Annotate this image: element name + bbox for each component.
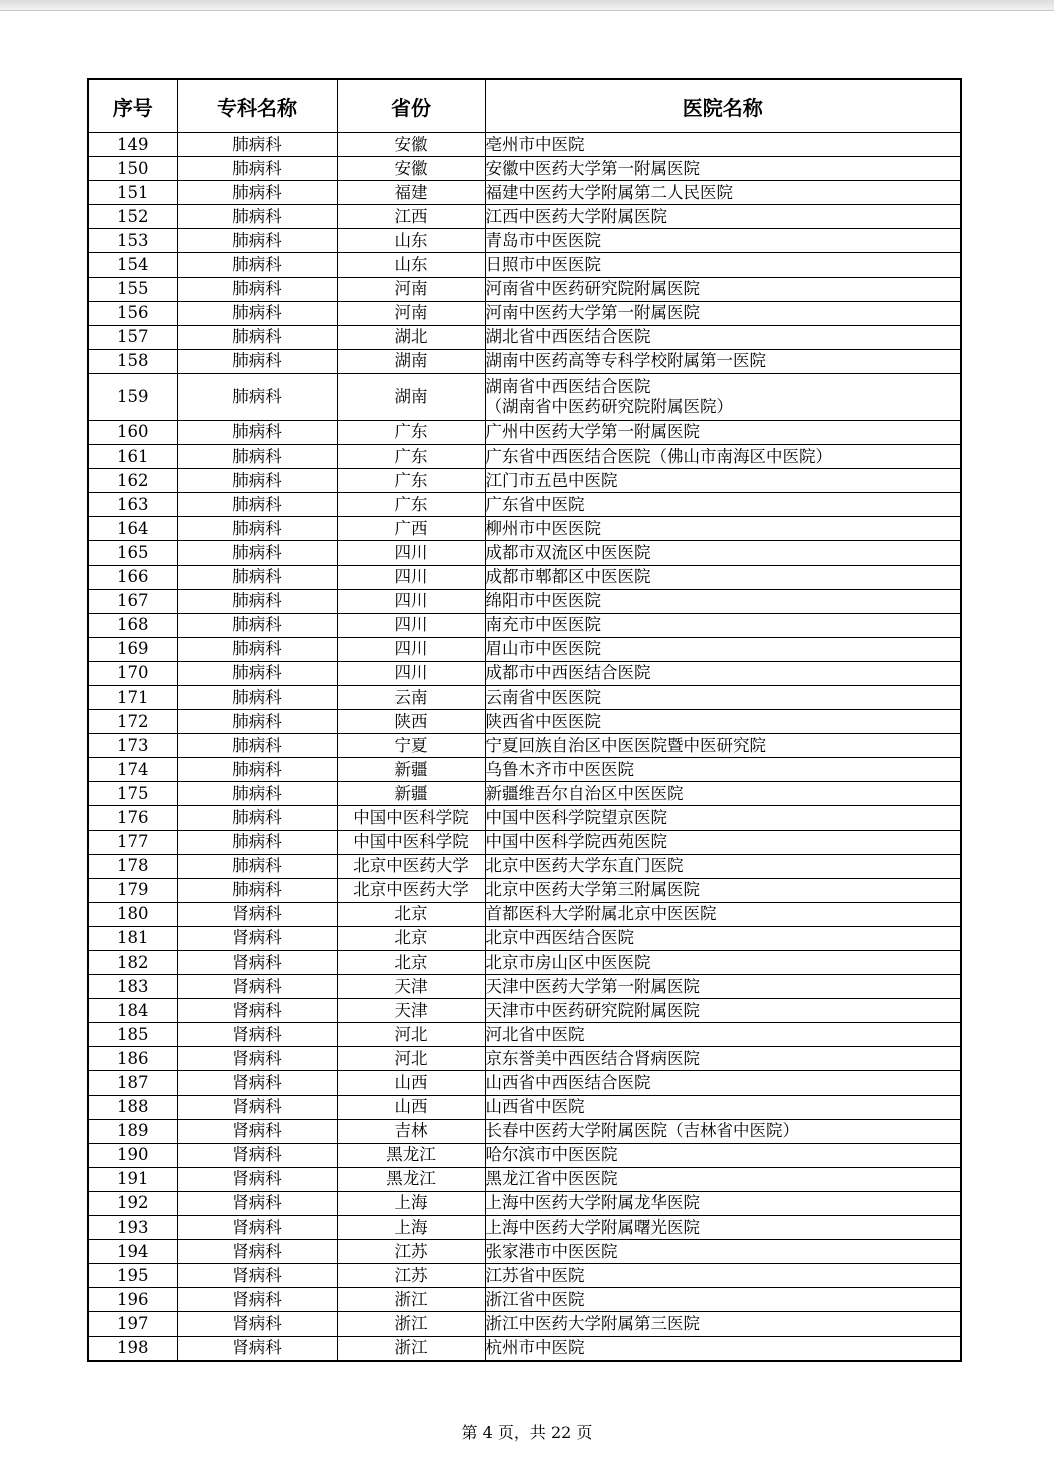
row-specialty: 肺病科 bbox=[177, 469, 337, 493]
row-specialty: 肾病科 bbox=[177, 1240, 337, 1264]
row-province: 广东 bbox=[337, 469, 485, 493]
row-hospital: 亳州市中医院 bbox=[485, 133, 961, 157]
row-hospital: 柳州市中医医院 bbox=[485, 517, 961, 541]
row-province: 陕西 bbox=[337, 710, 485, 734]
row-hospital: 浙江中医药大学附属第三医院 bbox=[485, 1312, 961, 1336]
row-hospital: 江苏省中医院 bbox=[485, 1264, 961, 1288]
row-seq: 188 bbox=[88, 1095, 177, 1119]
row-specialty: 肾病科 bbox=[177, 975, 337, 999]
row-province: 四川 bbox=[337, 541, 485, 565]
row-hospital: 天津中医药大学第一附属医院 bbox=[485, 975, 961, 999]
row-hospital: 上海中医药大学附属曙光医院 bbox=[485, 1216, 961, 1240]
row-hospital: 福建中医药大学附属第二人民医院 bbox=[485, 181, 961, 205]
row-specialty: 肺病科 bbox=[177, 854, 337, 878]
row-specialty: 肾病科 bbox=[177, 1167, 337, 1191]
row-province: 湖南 bbox=[337, 349, 485, 373]
row-province: 福建 bbox=[337, 181, 485, 205]
table-row bbox=[88, 325, 961, 349]
row-seq: 157 bbox=[88, 325, 177, 349]
row-hospital: 新疆维吾尔自治区中医医院 bbox=[485, 782, 961, 806]
row-province: 四川 bbox=[337, 661, 485, 685]
row-specialty: 肺病科 bbox=[177, 541, 337, 565]
row-specialty: 肺病科 bbox=[177, 806, 337, 830]
table-row bbox=[88, 1095, 961, 1119]
row-specialty: 肾病科 bbox=[177, 1216, 337, 1240]
row-seq: 196 bbox=[88, 1288, 177, 1312]
row-seq: 169 bbox=[88, 637, 177, 661]
row-seq: 184 bbox=[88, 999, 177, 1023]
table-row bbox=[88, 926, 961, 950]
row-specialty: 肺病科 bbox=[177, 205, 337, 229]
row-hospital: 陕西省中医医院 bbox=[485, 710, 961, 734]
table-row bbox=[88, 661, 961, 685]
row-seq: 159 bbox=[88, 373, 177, 420]
header-specialty: 专科名称 bbox=[177, 79, 337, 133]
row-specialty: 肺病科 bbox=[177, 301, 337, 325]
row-province: 宁夏 bbox=[337, 734, 485, 758]
row-hospital: 北京中医药大学第三附属医院 bbox=[485, 878, 961, 902]
row-hospital: 成都市中西医结合医院 bbox=[485, 661, 961, 685]
row-province: 山西 bbox=[337, 1071, 485, 1095]
row-seq: 195 bbox=[88, 1264, 177, 1288]
row-seq: 152 bbox=[88, 205, 177, 229]
table-row bbox=[88, 277, 961, 301]
table-row bbox=[88, 830, 961, 854]
row-seq: 170 bbox=[88, 661, 177, 685]
row-hospital: 河南省中医药研究院附属医院 bbox=[485, 277, 961, 301]
row-hospital: 北京中医药大学东直门医院 bbox=[485, 854, 961, 878]
row-seq: 168 bbox=[88, 613, 177, 637]
row-hospital: 北京中西医结合医院 bbox=[485, 926, 961, 950]
row-province: 广东 bbox=[337, 420, 485, 444]
row-province: 天津 bbox=[337, 999, 485, 1023]
row-specialty: 肾病科 bbox=[177, 1336, 337, 1361]
row-specialty: 肾病科 bbox=[177, 1095, 337, 1119]
table-row bbox=[88, 373, 961, 420]
row-seq: 150 bbox=[88, 157, 177, 181]
row-seq: 151 bbox=[88, 181, 177, 205]
row-seq: 179 bbox=[88, 878, 177, 902]
row-specialty: 肾病科 bbox=[177, 1071, 337, 1095]
row-hospital: 成都市双流区中医医院 bbox=[485, 541, 961, 565]
row-province: 湖南 bbox=[337, 373, 485, 420]
table-row bbox=[88, 469, 961, 493]
row-province: 安徽 bbox=[337, 157, 485, 181]
row-hospital: 上海中医药大学附属龙华医院 bbox=[485, 1191, 961, 1215]
row-seq: 156 bbox=[88, 301, 177, 325]
row-province: 黑龙江 bbox=[337, 1143, 485, 1167]
row-seq: 158 bbox=[88, 349, 177, 373]
row-specialty: 肺病科 bbox=[177, 325, 337, 349]
row-seq: 198 bbox=[88, 1336, 177, 1361]
table-row bbox=[88, 445, 961, 469]
table-row bbox=[88, 1240, 961, 1264]
row-seq: 183 bbox=[88, 975, 177, 999]
row-province: 新疆 bbox=[337, 782, 485, 806]
row-province: 山西 bbox=[337, 1095, 485, 1119]
row-hospital: 绵阳市中医医院 bbox=[485, 589, 961, 613]
table-row bbox=[88, 1071, 961, 1095]
row-province: 江苏 bbox=[337, 1264, 485, 1288]
row-seq: 162 bbox=[88, 469, 177, 493]
row-province: 河北 bbox=[337, 1047, 485, 1071]
row-province: 安徽 bbox=[337, 133, 485, 157]
table-row bbox=[88, 589, 961, 613]
row-province: 江苏 bbox=[337, 1240, 485, 1264]
row-seq: 155 bbox=[88, 277, 177, 301]
row-specialty: 肾病科 bbox=[177, 999, 337, 1023]
row-specialty: 肾病科 bbox=[177, 1023, 337, 1047]
table-row bbox=[88, 1167, 961, 1191]
row-province: 湖北 bbox=[337, 325, 485, 349]
row-province: 广东 bbox=[337, 493, 485, 517]
row-province: 中国中医科学院 bbox=[337, 830, 485, 854]
row-seq: 190 bbox=[88, 1143, 177, 1167]
table-row bbox=[88, 685, 961, 709]
row-specialty: 肾病科 bbox=[177, 1047, 337, 1071]
row-specialty: 肾病科 bbox=[177, 1288, 337, 1312]
row-province: 山东 bbox=[337, 253, 485, 277]
row-hospital: 湖北省中西医结合医院 bbox=[485, 325, 961, 349]
row-province: 江西 bbox=[337, 205, 485, 229]
table-row bbox=[88, 420, 961, 444]
row-province: 北京 bbox=[337, 951, 485, 975]
row-hospital: 青岛市中医医院 bbox=[485, 229, 961, 253]
table-row bbox=[88, 1336, 961, 1361]
table-row bbox=[88, 181, 961, 205]
table-row bbox=[88, 565, 961, 589]
row-seq: 172 bbox=[88, 710, 177, 734]
row-hospital: 广东省中西医结合医院（佛山市南海区中医院） bbox=[485, 445, 961, 469]
row-specialty: 肺病科 bbox=[177, 517, 337, 541]
table-row bbox=[88, 758, 961, 782]
row-specialty: 肺病科 bbox=[177, 277, 337, 301]
table-row bbox=[88, 951, 961, 975]
row-hospital: 首都医科大学附属北京中医医院 bbox=[485, 902, 961, 926]
row-seq: 165 bbox=[88, 541, 177, 565]
row-hospital: 广州中医药大学第一附属医院 bbox=[485, 420, 961, 444]
row-specialty: 肺病科 bbox=[177, 710, 337, 734]
row-specialty: 肺病科 bbox=[177, 830, 337, 854]
table-row bbox=[88, 1119, 961, 1143]
row-seq: 181 bbox=[88, 926, 177, 950]
row-hospital: 江西中医药大学附属医院 bbox=[485, 205, 961, 229]
row-hospital: 云南省中医医院 bbox=[485, 685, 961, 709]
table-row bbox=[88, 229, 961, 253]
table-header-row bbox=[88, 79, 961, 133]
table-row bbox=[88, 493, 961, 517]
row-province: 天津 bbox=[337, 975, 485, 999]
row-seq: 166 bbox=[88, 565, 177, 589]
row-seq: 189 bbox=[88, 1119, 177, 1143]
table-row bbox=[88, 782, 961, 806]
row-province: 中国中医科学院 bbox=[337, 806, 485, 830]
row-hospital: 浙江省中医院 bbox=[485, 1288, 961, 1312]
page-footer: 第 4 页，共 22 页 bbox=[461, 1423, 593, 1442]
row-specialty: 肾病科 bbox=[177, 926, 337, 950]
row-specialty: 肾病科 bbox=[177, 902, 337, 926]
table-row bbox=[88, 1191, 961, 1215]
row-specialty: 肺病科 bbox=[177, 685, 337, 709]
row-hospital: 京东誉美中西医结合肾病医院 bbox=[485, 1047, 961, 1071]
row-hospital: 广东省中医院 bbox=[485, 493, 961, 517]
row-seq: 173 bbox=[88, 734, 177, 758]
row-seq: 182 bbox=[88, 951, 177, 975]
row-seq: 177 bbox=[88, 830, 177, 854]
row-seq: 175 bbox=[88, 782, 177, 806]
row-province: 广东 bbox=[337, 445, 485, 469]
row-province: 四川 bbox=[337, 637, 485, 661]
row-hospital: 乌鲁木齐市中医医院 bbox=[485, 758, 961, 782]
table-row bbox=[88, 1312, 961, 1336]
row-province: 云南 bbox=[337, 685, 485, 709]
row-hospital bbox=[485, 373, 961, 420]
header-seq: 序号 bbox=[88, 79, 177, 133]
row-hospital: 眉山市中医医院 bbox=[485, 637, 961, 661]
row-province: 河北 bbox=[337, 1023, 485, 1047]
row-seq: 161 bbox=[88, 445, 177, 469]
table-row bbox=[88, 1047, 961, 1071]
table-row bbox=[88, 806, 961, 830]
row-specialty: 肾病科 bbox=[177, 951, 337, 975]
row-province: 北京中医药大学 bbox=[337, 854, 485, 878]
row-hospital: 宁夏回族自治区中医医院暨中医研究院 bbox=[485, 734, 961, 758]
row-seq: 163 bbox=[88, 493, 177, 517]
table-row bbox=[88, 710, 961, 734]
row-province: 北京 bbox=[337, 902, 485, 926]
row-province: 北京中医药大学 bbox=[337, 878, 485, 902]
table-row bbox=[88, 1216, 961, 1240]
row-hospital: 河南中医药大学第一附属医院 bbox=[485, 301, 961, 325]
row-hospital: 中国中医科学院望京医院 bbox=[485, 806, 961, 830]
row-specialty: 肺病科 bbox=[177, 565, 337, 589]
row-hospital: 北京市房山区中医医院 bbox=[485, 951, 961, 975]
row-province: 河南 bbox=[337, 277, 485, 301]
row-hospital: 河北省中医院 bbox=[485, 1023, 961, 1047]
table-row bbox=[88, 301, 961, 325]
row-seq: 149 bbox=[88, 133, 177, 157]
row-specialty: 肺病科 bbox=[177, 420, 337, 444]
row-seq: 154 bbox=[88, 253, 177, 277]
row-seq: 197 bbox=[88, 1312, 177, 1336]
row-province: 四川 bbox=[337, 565, 485, 589]
row-hospital: 天津市中医药研究院附属医院 bbox=[485, 999, 961, 1023]
header-hospital: 医院名称 bbox=[485, 79, 961, 133]
table-row bbox=[88, 157, 961, 181]
row-seq: 171 bbox=[88, 685, 177, 709]
row-specialty: 肺病科 bbox=[177, 758, 337, 782]
row-province: 上海 bbox=[337, 1191, 485, 1215]
row-specialty: 肺病科 bbox=[177, 349, 337, 373]
table-row bbox=[88, 1288, 961, 1312]
row-hospital: 江门市五邑中医院 bbox=[485, 469, 961, 493]
table-row bbox=[88, 1143, 961, 1167]
row-seq: 193 bbox=[88, 1216, 177, 1240]
row-hospital: 长春中医药大学附属医院（吉林省中医院） bbox=[485, 1119, 961, 1143]
row-specialty: 肺病科 bbox=[177, 373, 337, 420]
row-specialty: 肾病科 bbox=[177, 1119, 337, 1143]
row-specialty: 肺病科 bbox=[177, 229, 337, 253]
row-province: 黑龙江 bbox=[337, 1167, 485, 1191]
row-hospital: 南充市中医医院 bbox=[485, 613, 961, 637]
table-row bbox=[88, 205, 961, 229]
row-province: 浙江 bbox=[337, 1336, 485, 1361]
row-seq: 174 bbox=[88, 758, 177, 782]
row-hospital: 黑龙江省中医医院 bbox=[485, 1167, 961, 1191]
hospital-table bbox=[87, 78, 962, 1362]
row-hospital: 日照市中医医院 bbox=[485, 253, 961, 277]
row-province: 北京 bbox=[337, 926, 485, 950]
row-hospital: 哈尔滨市中医医院 bbox=[485, 1143, 961, 1167]
table-row bbox=[88, 613, 961, 637]
row-seq: 186 bbox=[88, 1047, 177, 1071]
row-specialty: 肺病科 bbox=[177, 661, 337, 685]
row-specialty: 肺病科 bbox=[177, 734, 337, 758]
row-seq: 185 bbox=[88, 1023, 177, 1047]
row-specialty: 肺病科 bbox=[177, 637, 337, 661]
table-row bbox=[88, 902, 961, 926]
row-province: 新疆 bbox=[337, 758, 485, 782]
row-seq: 194 bbox=[88, 1240, 177, 1264]
row-hospital: 张家港市中医医院 bbox=[485, 1240, 961, 1264]
row-seq: 164 bbox=[88, 517, 177, 541]
row-province: 四川 bbox=[337, 613, 485, 637]
table-row bbox=[88, 349, 961, 373]
row-province: 浙江 bbox=[337, 1312, 485, 1336]
table-row bbox=[88, 734, 961, 758]
row-hospital: 山西省中西医结合医院 bbox=[485, 1071, 961, 1095]
table-row bbox=[88, 541, 961, 565]
row-specialty: 肺病科 bbox=[177, 782, 337, 806]
row-specialty: 肺病科 bbox=[177, 181, 337, 205]
row-seq: 178 bbox=[88, 854, 177, 878]
row-seq: 191 bbox=[88, 1167, 177, 1191]
row-province: 山东 bbox=[337, 229, 485, 253]
header-province: 省份 bbox=[337, 79, 485, 133]
table-row bbox=[88, 253, 961, 277]
table-row bbox=[88, 1264, 961, 1288]
row-specialty: 肺病科 bbox=[177, 878, 337, 902]
row-province: 吉林 bbox=[337, 1119, 485, 1143]
row-seq: 180 bbox=[88, 902, 177, 926]
table-row bbox=[88, 133, 961, 157]
table-row bbox=[88, 854, 961, 878]
table-row bbox=[88, 517, 961, 541]
hospital-name-line-1: 湖南省中西医结合医院 bbox=[485, 376, 651, 396]
row-seq: 192 bbox=[88, 1191, 177, 1215]
row-specialty: 肺病科 bbox=[177, 157, 337, 181]
row-hospital: 杭州市中医院 bbox=[485, 1336, 961, 1361]
row-hospital: 湖南中医药高等专科学校附属第一医院 bbox=[485, 349, 961, 373]
row-hospital: 成都市郫都区中医医院 bbox=[485, 565, 961, 589]
table-body bbox=[88, 133, 961, 1361]
row-seq: 160 bbox=[88, 420, 177, 444]
hospital-name-line-2: （湖南省中医药研究院附属医院） bbox=[485, 396, 733, 416]
table-row bbox=[88, 999, 961, 1023]
row-province: 上海 bbox=[337, 1216, 485, 1240]
row-seq: 153 bbox=[88, 229, 177, 253]
row-province: 四川 bbox=[337, 589, 485, 613]
row-specialty: 肺病科 bbox=[177, 253, 337, 277]
row-specialty: 肾病科 bbox=[177, 1143, 337, 1167]
table-row bbox=[88, 637, 961, 661]
row-province: 河南 bbox=[337, 301, 485, 325]
row-hospital: 山西省中医院 bbox=[485, 1095, 961, 1119]
row-specialty: 肾病科 bbox=[177, 1312, 337, 1336]
table-row bbox=[88, 975, 961, 999]
row-hospital: 中国中医科学院西苑医院 bbox=[485, 830, 961, 854]
row-specialty: 肺病科 bbox=[177, 589, 337, 613]
row-specialty: 肺病科 bbox=[177, 133, 337, 157]
row-hospital: 安徽中医药大学第一附属医院 bbox=[485, 157, 961, 181]
row-seq: 176 bbox=[88, 806, 177, 830]
row-province: 浙江 bbox=[337, 1288, 485, 1312]
row-specialty: 肺病科 bbox=[177, 445, 337, 469]
table-row bbox=[88, 878, 961, 902]
row-seq: 167 bbox=[88, 589, 177, 613]
row-province: 广西 bbox=[337, 517, 485, 541]
table-row bbox=[88, 1023, 961, 1047]
row-specialty: 肺病科 bbox=[177, 613, 337, 637]
row-specialty: 肾病科 bbox=[177, 1191, 337, 1215]
row-seq: 187 bbox=[88, 1071, 177, 1095]
row-specialty: 肾病科 bbox=[177, 1264, 337, 1288]
row-specialty: 肺病科 bbox=[177, 493, 337, 517]
